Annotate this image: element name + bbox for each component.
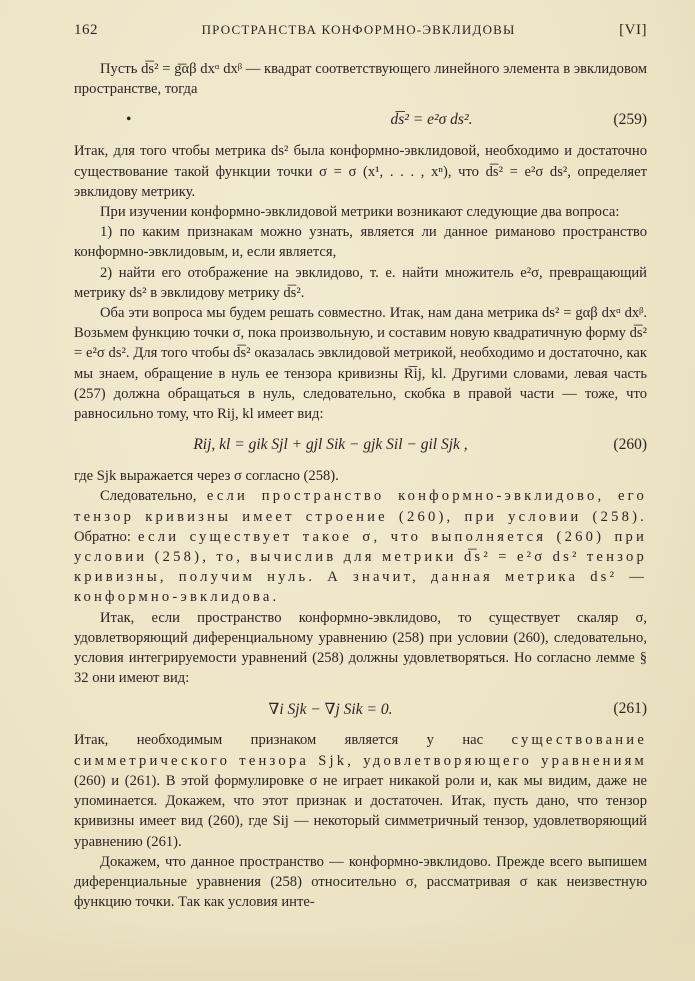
formula-expression: Rij, kl = gik Sjl + gjl Sik − gjk Sil − gil Sjk , xyxy=(193,436,468,454)
paragraph-8 xyxy=(74,486,647,607)
paragraph-6: Оба эти вопроса мы будем решать совместно. Итак, нам дана метрика ds² = gαβ dxᵅ dxᵝ. Возьмем функцию точки σ, пока произвольную, и составим новую квадратичную форму d͞s² = e²σ ds². Для того чтобы d͞s² оказалась эвклидовой метрикой, необходимо и достаточно, как мы знаем, обращение в нуль ее тензора кривизны R͞ij, kl. Другими словами, левая часть (257) должна обращаться в нуль, следовательно, скобка в правой части — тоже, что равносильно тому, что Rij, kl имеет вид: xyxy=(74,305,647,423)
paragraph-9: Итак, если пространство конформно-эвклидово, то существует скаляр σ, удовлетворяющий диференциальному уравнению (258) при условии (260), следовательно, условия интегрируемости уравнений (258) должны удовлетворяться. Но согласно лемме § 32 они имеют вид: xyxy=(74,609,647,687)
paragraph-10 xyxy=(74,730,647,851)
paragraph-1: Пусть d͞s² = g͞αβ dxᵅ dxᵝ — квадрат соответствующего линейного элемента в эвклидовом пространстве, тогда xyxy=(74,61,647,98)
text-run: (260) и (261). В этой формулировке σ не играет никакой роли и, как мы видим, даже не упоминается. Докажем, что этот признак и достаточен. Итак, пусть дано, что тензор кривизны имеет вид (260), где Sij — некоторый симметричный тензор, удовлетворяющий уравнению (261). xyxy=(74,772,647,850)
paragraph-2: Итак, для того чтобы метрика ds² была конформно-эвклидовой, необходимо и достаточно существование такой функции точки σ = σ (x¹, . . . , xⁿ), что d͞s² = e²σ ds², определяет эвклидову метрику. xyxy=(74,143,647,200)
equation-number: (259) xyxy=(613,111,647,129)
text-run: Следовательно, xyxy=(100,488,207,505)
section-label: [VI] xyxy=(619,22,647,38)
equation-number: (260) xyxy=(613,436,647,454)
paragraph-4: 1) по каким признакам можно узнать, является ли данное риманово пространство конформно-эвклидовым, и, если является, xyxy=(74,224,647,261)
formula-259 xyxy=(74,108,647,132)
formula-expression: ∇i Sjk − ∇j Sik = 0. xyxy=(268,700,393,718)
page-number: 162 xyxy=(74,22,98,38)
paragraph-5: 2) найти его отображение на эвклидово, т. е. найти множитель e²σ, превращающий метрику ds² в эвклидову метрику d͞s². xyxy=(74,264,647,301)
spaced-text-run: если пространство конформно-эвклидово, его тензор кривизны имеет строение (260), при условии (258). xyxy=(74,488,647,525)
text-run: Обратно: xyxy=(74,528,139,545)
paragraph-11: Докажем, что данное пространство — конформно-эвклидово. Прежде всего выпишем диференциальные уравнения (258) относительно σ, рассматривая σ как неизвестную функцию точки. Так как условия инте- xyxy=(74,853,647,911)
formula-expression: d͞s² = e²σ ds². xyxy=(390,111,473,129)
spaced-text-run: если существует такое σ, что выполняется (260) при условии (258), то, вычислив для метрики d͞s² = e²σ ds² тензор кривизны, получим нуль. А значит, данная метрика ds² — конформно-эвклидова. xyxy=(74,528,647,606)
paragraph-7: где Sjk выражается через σ согласно (258). xyxy=(74,468,339,485)
formula-261 xyxy=(74,697,647,721)
running-title: ПРОСТРАНСТВА КОНФОРМНО-ЭВКЛИДОВЫ xyxy=(201,22,516,37)
page-header xyxy=(74,22,647,39)
spaced-text-run: существование симметрического тензора Sjk, удовлетворяющего уравнениям xyxy=(74,732,647,769)
equation-number: (261) xyxy=(613,700,647,718)
paragraph-3: При изучении конформно-эвклидовой метрики возникают следующие два вопроса: xyxy=(100,204,620,221)
formula-bullet: • xyxy=(126,111,132,129)
formula-260 xyxy=(74,433,647,457)
text-run: Итак, необходимым признаком является у нас xyxy=(74,732,512,749)
page-edge-shading xyxy=(0,921,695,981)
